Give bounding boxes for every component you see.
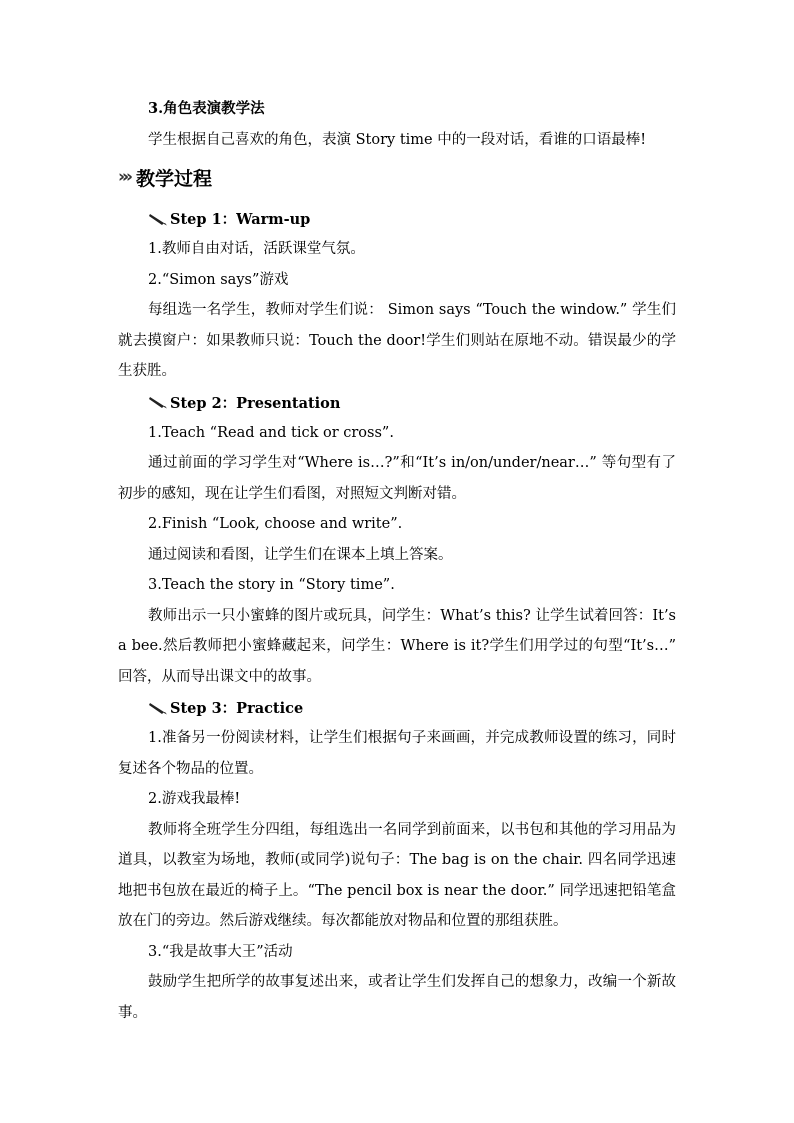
step2-paragraph2: 通过阅读和看图，让学生们在课本上填上答案。: [148, 546, 453, 563]
step2-heading: [118, 387, 676, 418]
step2-item3: 3.Teach the story in “Story time”.: [148, 577, 395, 593]
step1-item2: 2.“Simon says”游戏: [148, 271, 289, 288]
document-page: [118, 94, 676, 1028]
pen-icon: [148, 212, 168, 226]
step2-item1: 1.Teach “Read and tick or cross”.: [148, 424, 394, 441]
step3-paragraph2: 教师将全班学生分四组，每组选出一名同学到前面来，以书包和其他的学习用品为道具，以教室为场地，教师(或同学)说句子：The bag is on the chair. 四名同学迅速地把书包放在最近的椅子上。“The pencil box is near the door.” 同学迅速把铅笔盒放在门的旁边。然后游戏继续。每次都能放对物品和位置的那组获胜。: [118, 821, 676, 929]
pen-icon: [148, 395, 168, 409]
step3-item2: 2.游戏我最棒!: [148, 791, 241, 807]
step3-item3: 3.“我是故事大王”活动: [148, 943, 293, 960]
section-title: 教学过程: [135, 167, 212, 190]
step1-item1: 1.教师自由对话，活跃课堂气氛。: [148, 241, 365, 257]
step3-paragraph1: 1.准备另一份阅读材料，让学生们根据句子来画画，并完成教师设置的练习，同时复述各个物品的位置。: [118, 730, 676, 777]
step1-title: Step 1：Warm-up: [170, 211, 311, 228]
step2-paragraph1: 通过前面的学习学生对“Where is…?”和“It’s in/on/under/near…” 等句型有了初步的感知，现在让学生们看图，对照短文判断对错。: [118, 455, 676, 502]
step2-item2: 2.Finish “Look, choose and write”.: [148, 516, 403, 532]
step3-heading: [118, 692, 676, 723]
pen-icon: [148, 701, 168, 715]
intro-heading: 3.角色表演教学法: [148, 100, 265, 117]
step1-paragraph: 每组选一名学生，教师对学生们说： Simon says “Touch the window.” 学生们就去摸窗户：如果教师只说：Touch the door!学生们则站在原地不动。错误最少的学生获胜。: [118, 302, 676, 379]
intro-text: 学生根据自己喜欢的角色，表演 Story time 中的一段对话，看谁的口语最棒!: [148, 131, 647, 148]
step2-paragraph3: 教师出示一只小蜜蜂的图片或玩具，问学生：What’s this? 让学生试着回答：It’s a bee.然后教师把小蜜蜂藏起来，问学生：Where is it?学生们用学过的句型“It’s…” 回答，从而导出课文中的故事。: [118, 607, 676, 685]
double-chevron-icon: » »: [118, 167, 126, 187]
section-heading: [118, 157, 676, 197]
step2-title: Step 2：Presentation: [170, 394, 341, 412]
step1-heading: [118, 203, 676, 234]
step3-paragraph3: 鼓励学生把所学的故事复述出来，或者让学生们发挥自己的想象力，改编一个新故事。: [118, 974, 676, 1021]
step3-title: Step 3：Practice: [170, 700, 304, 717]
